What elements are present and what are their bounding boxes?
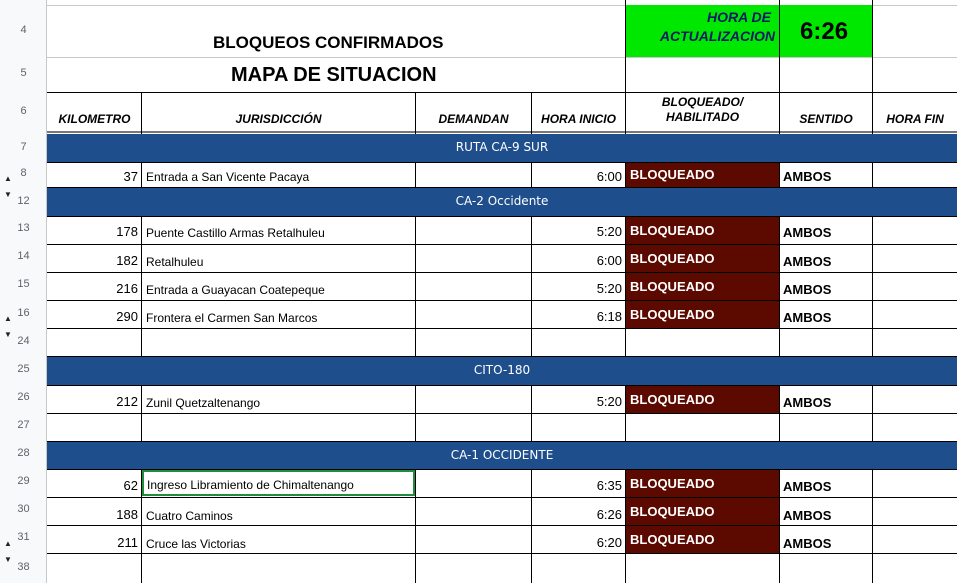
km-cell[interactable]: 178: [116, 224, 138, 239]
row-number-30[interactable]: 30: [17, 503, 30, 515]
sentido-cell[interactable]: AMBOS: [783, 254, 832, 269]
status-badge[interactable]: BLOQUEADO: [626, 217, 779, 244]
col-header-estado-line1[interactable]: BLOQUEADO/: [661, 95, 744, 109]
row-number-5[interactable]: 5: [20, 67, 27, 79]
hora-inicio-cell[interactable]: 6:26: [596, 507, 622, 522]
jurisdiccion-cell[interactable]: Frontera el Carmen San Marcos: [146, 311, 318, 325]
section-label: CA-1 OCCIDENTE: [450, 448, 554, 462]
jurisdiccion-cell[interactable]: Retalhuleu: [146, 255, 204, 269]
col-header-sentido[interactable]: SENTIDO: [799, 112, 853, 126]
col-header-estado-line2[interactable]: HABILITADO: [665, 110, 740, 124]
section-label: CITO-180: [473, 363, 531, 377]
km-cell[interactable]: 290: [116, 309, 138, 324]
row-number-38[interactable]: 38: [17, 561, 30, 573]
status-badge[interactable]: BLOQUEADO: [626, 386, 779, 413]
hora-inicio-cell[interactable]: 6:20: [596, 535, 622, 550]
triangle-up-icon[interactable]: ▲: [4, 314, 12, 323]
triangle-up-icon[interactable]: ▲: [4, 539, 12, 548]
update-label-line2: ACTUALIZACION: [659, 28, 775, 44]
jurisdiccion-cell[interactable]: Zunil Quetzaltenango: [146, 396, 261, 410]
triangle-up-icon[interactable]: ▲: [4, 174, 12, 183]
update-label-line1: HORA DE: [706, 9, 771, 25]
update-label-cell[interactable]: [626, 5, 779, 57]
col-header-demandan[interactable]: DEMANDAN: [438, 112, 509, 126]
hora-inicio-cell[interactable]: 5:20: [596, 394, 622, 409]
sentido-cell[interactable]: AMBOS: [783, 395, 832, 410]
sentido-cell[interactable]: AMBOS: [783, 479, 832, 494]
status-badge[interactable]: BLOQUEADO: [626, 301, 779, 328]
jurisdiccion-cell[interactable]: Ingreso Libramiento de Chimaltenango: [142, 470, 415, 496]
sentido-cell[interactable]: AMBOS: [783, 169, 832, 184]
row-number-12[interactable]: 12: [17, 195, 30, 207]
hora-inicio-cell[interactable]: 5:20: [596, 281, 622, 296]
status-badge[interactable]: BLOQUEADO: [626, 470, 779, 497]
status-badge[interactable]: BLOQUEADO: [626, 163, 779, 187]
km-cell[interactable]: 212: [116, 394, 138, 409]
col-header-jurisdiccion[interactable]: JURISDICCIÓN: [235, 112, 322, 126]
hora-inicio-cell[interactable]: 6:00: [596, 169, 622, 184]
col-header-kilometro[interactable]: KILOMETRO: [58, 112, 131, 126]
status-badge[interactable]: BLOQUEADO: [626, 273, 779, 300]
update-time-cell[interactable]: [780, 5, 872, 57]
jurisdiccion-cell[interactable]: Entrada a San Vicente Pacaya: [146, 170, 310, 184]
status-badge[interactable]: BLOQUEADO: [626, 498, 779, 525]
section-label: CA-2 Occidente: [455, 194, 549, 208]
row-number-15[interactable]: 15: [17, 278, 30, 290]
hora-inicio-cell[interactable]: 5:20: [596, 224, 622, 239]
sentido-cell[interactable]: AMBOS: [783, 536, 832, 551]
jurisdiccion-cell[interactable]: Puente Castillo Armas Retalhuleu: [146, 226, 325, 240]
km-cell[interactable]: 216: [116, 281, 138, 296]
triangle-down-icon[interactable]: ▼: [4, 555, 12, 564]
col-header-hora-fin[interactable]: HORA FIN: [886, 112, 944, 126]
row-number-29[interactable]: 29: [17, 475, 30, 487]
row-number-14[interactable]: 14: [17, 250, 30, 262]
section-label: RUTA CA-9 SUR: [455, 140, 549, 154]
row-number-7[interactable]: 7: [20, 141, 27, 153]
row-number-26[interactable]: 26: [17, 391, 30, 403]
status-badge[interactable]: BLOQUEADO: [626, 245, 779, 272]
row-number-16[interactable]: 16: [17, 307, 30, 319]
sentido-cell[interactable]: AMBOS: [783, 225, 832, 240]
sentido-cell[interactable]: AMBOS: [783, 282, 832, 297]
update-time-value: 6:26: [800, 18, 849, 45]
hora-inicio-cell[interactable]: 6:35: [596, 478, 622, 493]
row-header-column: [0, 0, 47, 583]
jurisdiccion-cell[interactable]: Cuatro Caminos: [146, 509, 233, 523]
section-ca1-occidente[interactable]: [47, 442, 957, 469]
hora-inicio-cell[interactable]: 6:18: [596, 309, 622, 324]
hora-inicio-cell[interactable]: 6:00: [596, 253, 622, 268]
row-number-28[interactable]: 28: [17, 447, 30, 459]
km-cell[interactable]: 188: [116, 507, 138, 522]
row-number-31[interactable]: 31: [17, 531, 30, 543]
row-number-6[interactable]: 6: [20, 105, 27, 117]
section-ruta-ca9-sur[interactable]: [47, 134, 957, 162]
section-cito-180[interactable]: [47, 357, 957, 385]
row-number-27[interactable]: 27: [17, 419, 30, 431]
km-cell[interactable]: 62: [123, 478, 138, 493]
triangle-down-icon[interactable]: ▼: [4, 330, 12, 339]
jurisdiccion-cell[interactable]: Cruce las Victorias: [146, 537, 246, 551]
row-number-24[interactable]: 24: [17, 335, 30, 347]
jurisdiccion-cell[interactable]: Entrada a Guayacan Coatepeque: [146, 283, 325, 297]
page-subtitle: MAPA DE SITUACION: [231, 64, 437, 86]
km-cell[interactable]: 211: [117, 535, 138, 550]
col-header-hora-inicio[interactable]: HORA INICIO: [541, 112, 616, 126]
status-badge[interactable]: BLOQUEADO: [626, 526, 779, 553]
km-cell[interactable]: 37: [123, 169, 138, 184]
sentido-cell[interactable]: AMBOS: [783, 310, 832, 325]
sentido-cell[interactable]: AMBOS: [783, 508, 832, 523]
row-number-25[interactable]: 25: [17, 363, 30, 375]
section-ca2-occidente[interactable]: [47, 188, 957, 216]
row-number-4[interactable]: 4: [20, 24, 27, 36]
row-number-13[interactable]: 13: [17, 222, 30, 234]
row-number-8[interactable]: 8: [20, 167, 27, 179]
triangle-down-icon[interactable]: ▼: [4, 190, 12, 199]
page-title: BLOQUEOS CONFIRMADOS: [213, 33, 444, 52]
km-cell[interactable]: 182: [116, 253, 138, 268]
